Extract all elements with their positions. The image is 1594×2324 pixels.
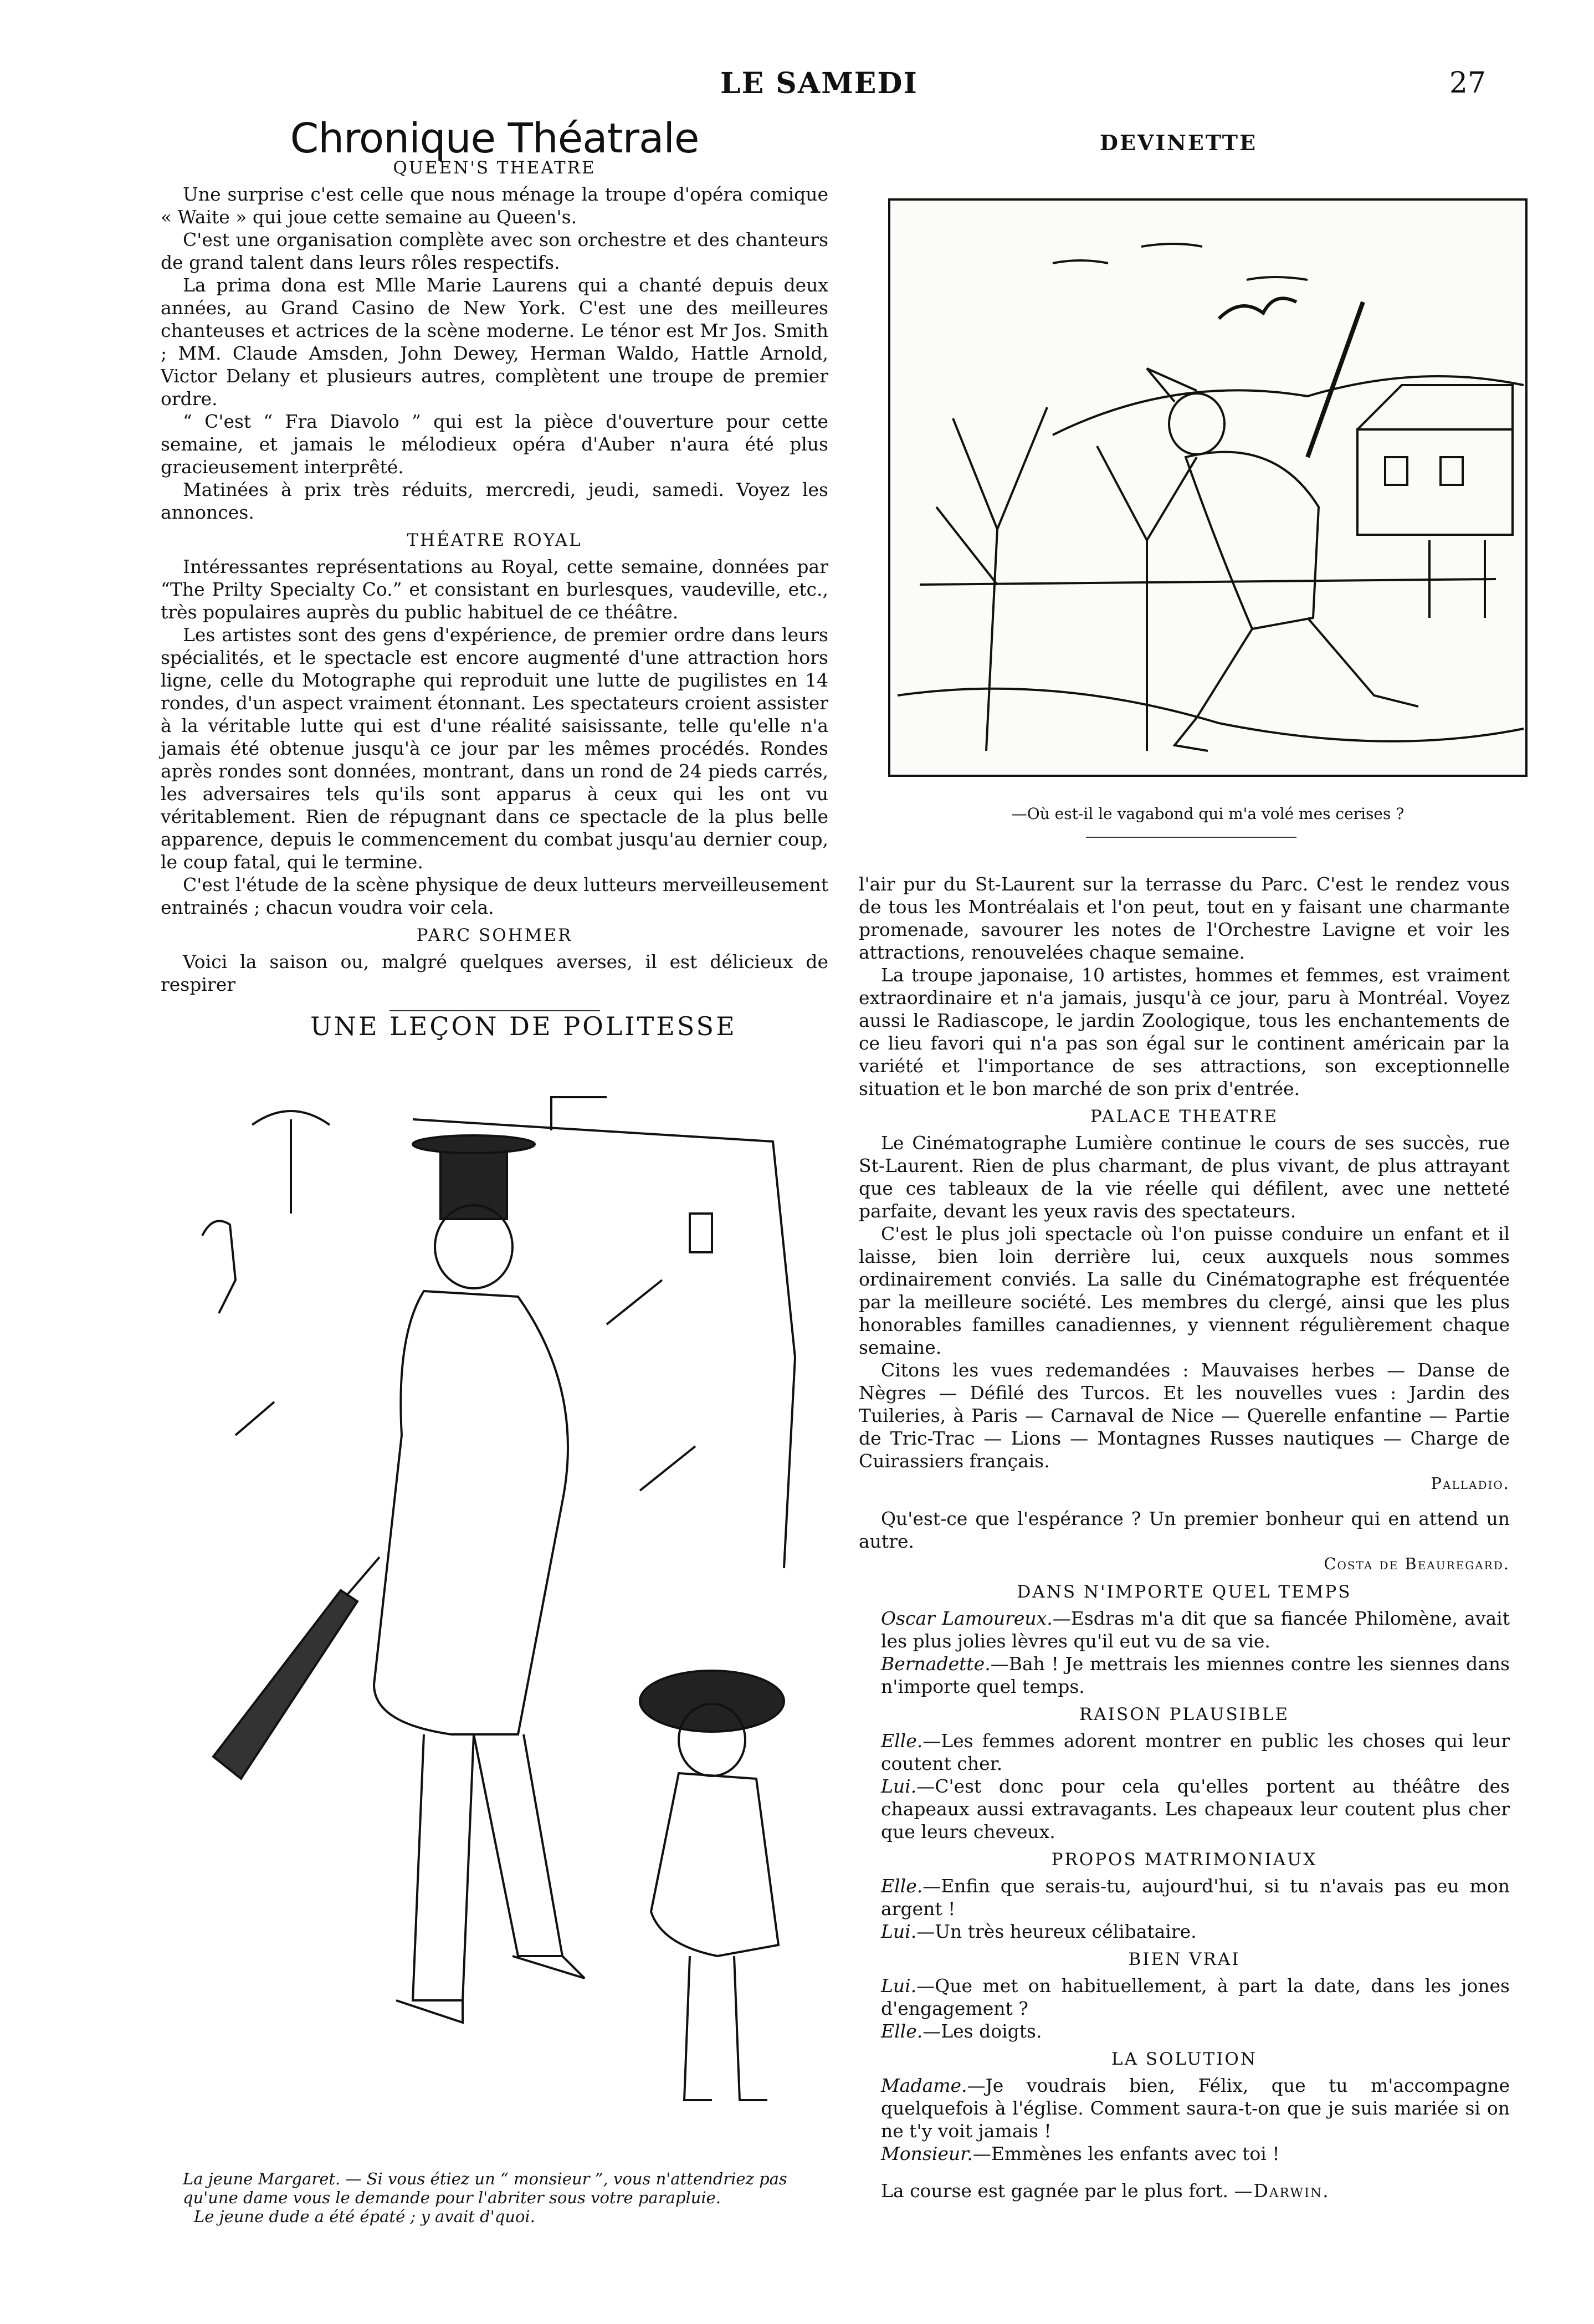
paragraph: Les artistes sont des gens d'expérience, de premier ordre dans leurs spécialités, et le spectacle est encore augmenté d'une attraction hors ligne, celle du Motographe qui reproduit une lutte de pugilistes en 14 rondes, d'un aspect vraiment étonnant. Les spectateurs croient assister à la véritable lutte qui est d'une réalité saisissante, telle qu'elle n'a jamais été obtenue jusqu'à ce jour par les mêmes procédés. Rondes après rondes sont données, montrant, dans un rond de 24 pieds carrés, les adversaires tels qu'ils sont apparus à ceux qui les ont vu véritablement. Rien de répugnant dans ce spectacle de la plus belle apparence, depuis le commencement du combat jusqu'au dernier coup, le coup fatal, qui le termine. [161, 624, 828, 873]
paragraph: C'est l'étude de la scène physique de deux lutteurs merveilleusement entrainés ; chacun voudra voir cela. [161, 874, 828, 918]
lecon-illustration [163, 1047, 834, 2161]
paragraph: Voici la saison ou, malgré quelques averses, il est délicieux de respirer [161, 951, 828, 995]
paragraph: Le Cinématographe Lumière continue le cours de ses succès, rue St-Laurent. Rien de plus charmant, de plus vivant, de plus attrayant que ces tableaux de la vie réelle qui défilent, avec une netteté parfaite, devant les yeux ravis des spectateurs. [859, 1132, 1510, 1222]
speaker: Madame. [881, 2075, 967, 2096]
paragraph: La prima dona est Mlle Marie Laurens qui a chanté depuis deux années, au Grand Casino de New York. C'est une des meilleures chanteuses et actrices de la scène moderne. Le ténor est Mr Jos. Smith ; MM. Claude Amsden, John Dewey, Herman Waldo, Hattle Arnold, Victor Delany et plusieurs autres, complètent une troupe de premier ordre. [161, 274, 828, 409]
paragraph: Une surprise c'est celle que nous ménage la troupe d'opéra comique « Waite » qui joue cette semaine au Queen's. [161, 183, 828, 228]
dialog-line [859, 2020, 1510, 2043]
sohmer-heading: PARC SOHMER [416, 925, 573, 945]
lecon-caption-line: La jeune Margaret. — Si vous étiez un “ monsieur ”, vous n'attendriez pas qu'une dame vous le demande pour l'abriter sous votre parapluie. [183, 2169, 787, 2207]
devinette-divider [1086, 837, 1296, 838]
queens-heading: QUEEN'S THEATRE [393, 158, 596, 178]
paragraph: “ C'est “ Fra Diavolo ” qui est la pièce d'ouverture pour cette semaine, et jamais le mélodieux opéra d'Auber n'aura été plus gracieusement interprêté. [161, 411, 828, 478]
dialog-line [859, 2074, 1510, 2142]
signature: —Darwin. [1234, 2180, 1330, 2202]
bien-heading: BIEN VRAI [1128, 1949, 1241, 1969]
lecon-caption [183, 2169, 831, 2226]
solution-section [859, 2048, 1510, 2165]
dialog-line [859, 1729, 1510, 1775]
line-text: —Je voudrais bien, Félix, que tu m'accompagne quelquefois à l'église. Comment saura-t-on que je suis mariée si on ne t'y voit jamais ! [881, 2075, 1510, 2142]
page-number: 27 [1449, 66, 1486, 100]
line-text: —Un très heureux célibataire. [916, 1921, 1197, 1942]
dialog-line [859, 2142, 1510, 2165]
line-text: —Que met on habituellement, à part la date, dans les jones d'engagement ? [881, 1975, 1510, 2019]
propos-section [859, 1849, 1510, 1943]
royal-heading: THÉATRE ROYAL [407, 530, 582, 550]
palace-heading: PALACE THEATRE [1090, 1107, 1279, 1127]
dialog-line [859, 1974, 1510, 2020]
course-line [859, 2179, 1510, 2202]
speaker: Bernadette. [881, 1653, 991, 1675]
dans-heading: DANS N'IMPORTE QUEL TEMPS [1017, 1582, 1352, 1602]
line-text: —Enfin que serais-tu, aujourd'hui, si tu n'avais pas eu mon argent ! [881, 1875, 1510, 1919]
paragraph: Qu'est-ce que l'espérance ? Un premier bonheur qui en attend un autre. [859, 1508, 1510, 1552]
solution-heading: LA SOLUTION [1111, 2049, 1257, 2069]
dialog-line [859, 1875, 1510, 1920]
paragraph: l'air pur du St-Laurent sur la terrasse du Parc. C'est le rendez vous de tous les Montréalais et l'on peut, tout en y faisant une charmante promenade, savourer les notes de l'Orchestre Lavigne et voir les attractions, renouvelées chaque semaine. [859, 873, 1510, 963]
running-title: LE SAMEDI [720, 66, 918, 100]
line-text: —Bah ! Je mettrais les miennes contre les siennes dans n'importe quel temps. [881, 1653, 1510, 1697]
speaker: Elle. [881, 2020, 923, 2042]
speaker: Oscar Lamoureux. [881, 1608, 1053, 1629]
raison-heading: RAISON PLAUSIBLE [1079, 1704, 1290, 1724]
lecon-caption-line: Le jeune dude a été épaté ; y avait d'quoi. [194, 2207, 535, 2226]
devinette-title: DEVINETTE [1100, 130, 1258, 155]
bien-section [859, 1948, 1510, 2043]
section-title: Chronique Théatrale [290, 115, 699, 162]
dialog-line [859, 1652, 1510, 1698]
paragraph: Matinées à prix très réduits, mercredi, jeudi, samedi. Voyez les annonces. [161, 479, 828, 523]
propos-heading: PROPOS MATRIMONIAUX [1051, 1850, 1318, 1870]
paragraph: C'est le plus joli spectacle où l'on puisse conduire un enfant et il laisse, bien loin derrière lui, ceux auxquels nous sommes ordinairement conviés. La salle du Cinématographe est fréquentée par la meilleure société. Les membres du clergé, ainsi que les plus honorables familles canadiennes, y viennent régulièrement chaque semaine. [859, 1223, 1510, 1358]
speaker: Monsieur. [881, 2143, 973, 2164]
right-column [859, 873, 1510, 2202]
raison-section [859, 1703, 1510, 1843]
line-text: —Esdras m'a dit que sa fiancée Philomène, avait les plus jolies lèvres qu'il eut vu de sa vie. [881, 1608, 1510, 1652]
speaker: Elle. [881, 1875, 923, 1897]
paragraph: C'est une organisation complète avec son orchestre et des chanteurs de grand talent dans leurs rôles respectifs. [161, 229, 828, 273]
signature: Palladio. [1431, 1474, 1510, 1493]
dans-section [859, 1581, 1510, 1698]
line-text: —Les doigts. [922, 2020, 1042, 2042]
devinette-illustration [886, 197, 1529, 779]
speaker: Elle. [881, 1730, 923, 1752]
dialog-line [859, 1920, 1510, 1943]
line-text: —C'est donc pour cela qu'elles portent au théâtre des chapeaux aussi extravagants. Les chapeaux leur coutent plus cher que leurs cheveux. [881, 1775, 1510, 1842]
chronique-column [161, 115, 828, 1026]
line-text: —Emmènes les enfants avec toi ! [972, 2143, 1280, 2164]
speaker: Lui. [881, 1921, 917, 1942]
devinette-caption: —Où est-il le vagabond qui m'a volé mes cerises ? [1011, 805, 1405, 823]
line-text: —Les femmes adorent montrer en public les choses qui leur coutent cher. [881, 1730, 1510, 1774]
speaker: Lui. [881, 1775, 917, 1797]
signature: Costa de Beauregard. [1324, 1554, 1510, 1573]
dialog-line [859, 1607, 1510, 1652]
course-text: La course est gagnée par le plus fort. [881, 2180, 1228, 2202]
paragraph: Citons les vues redemandées : Mauvaises herbes — Danse de Nègres — Défilé des Turcos. Et les nouvelles vues : Jardin des Tuileries, à Paris — Carnaval de Nice — Querelle enfantine — Partie de Tric-Trac — Lions — Montagnes Russes nautiques — Charge de Cuirassiers français. [859, 1359, 1510, 1472]
lecon-title: UNE LEÇON DE POLITESSE [310, 1011, 737, 1041]
paragraph: La troupe japonaise, 10 artistes, hommes et femmes, est vraiment extraordinaire et n'a jamais, jusqu'à ce jour, paru à Montréal. Voyez aussi le Radiascope, le jardin Zoologique, tous les enchantements de ce lieu favori qui n'a pas son égal sur le continent américain par la variété et l'importance de ses attractions, son exceptionnelle situation et le bon marché de son prix d'entrée. [859, 964, 1510, 1099]
paragraph: Intéressantes représentations au Royal, cette semaine, données par “The Prilty Specialty Co.” et consistant en burlesques, vaudeville, etc., très populaires auprès du public habituel de ce théâtre. [161, 556, 828, 623]
speaker: Lui. [881, 1975, 917, 1997]
dialog-line [859, 1775, 1510, 1843]
